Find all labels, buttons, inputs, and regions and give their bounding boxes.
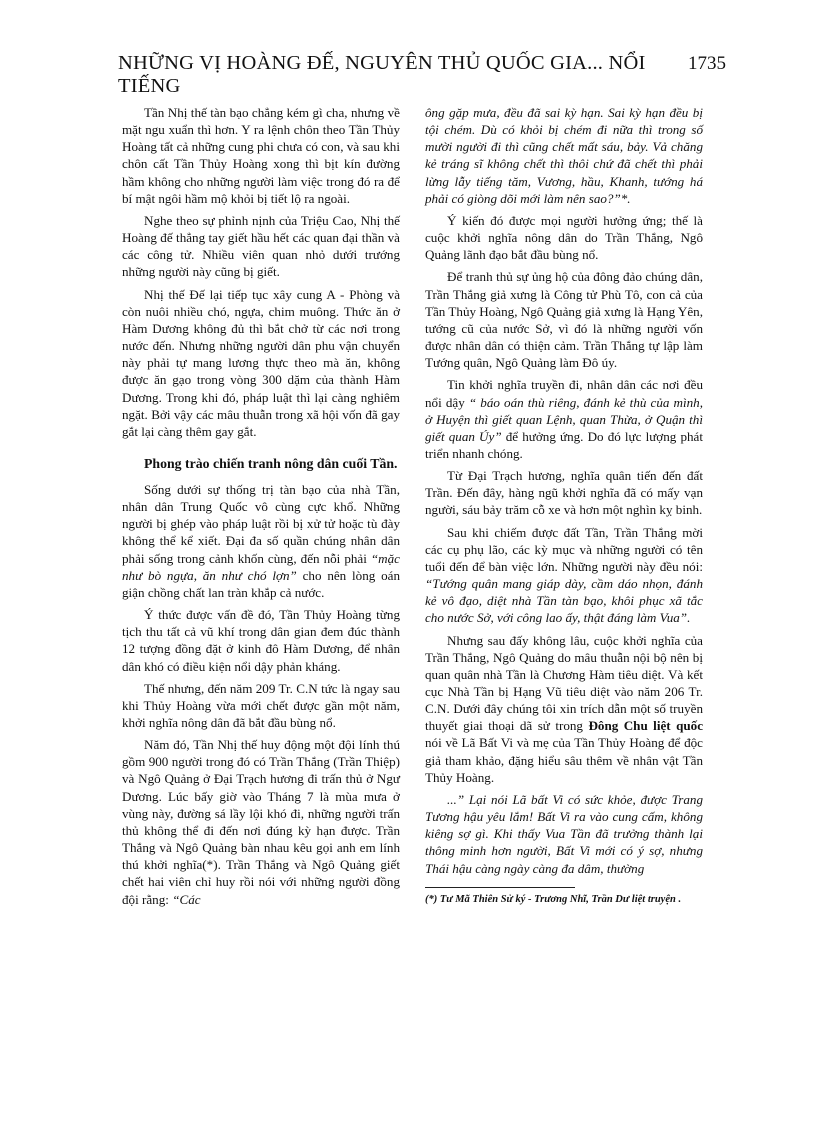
right-column — [425, 104, 703, 907]
footnote-divider — [425, 887, 575, 888]
text-run: Nhưng sau đấy không lâu, cuộc khởi nghĩa của Trần Thắng, Ngô Quảng do mâu thuẫn nội bộ nên bị quan quân nhà Tần là Chương Hàm tiêu diệt. Và kết cục Nhà Tần bị Hạng Vũ tiêu diệt vào năm 206 Tr. C.N. Dưới đây chúng tôi xin trích dẫn một số truyền thuyết giai thoại dã sử trong — [425, 632, 703, 734]
paragraph — [122, 736, 400, 908]
paragraph: Tần Nhị thế tàn bạo chẳng kém gì cha, nhưng về mặt ngu xuẩn thì hơn. Y ra lệnh chôn theo Tần Thủy Hoàng tất cả những cung phi chưa có con, và sau khi chôn cất Tần Thủy Hoàng xong thì bịt kín đường hầm không cho những người làm việc trong đó ra để bí mật ngôi hầm mộ khỏi bị tiết lộ ra ngoài. — [122, 105, 400, 206]
paragraph: Nhị thế Đế lại tiếp tục xây cung A - Phòng và còn nuôi nhiều chó, ngựa, chim muông. Thức ăn ở Hàm Dương không đủ thì bắt chở từ các nơi trong nước đến. Nhưng những người dân phu vận chuyển này phải tự mang lương thực theo mà ăn, không được ăn gạo trong vòng 300 dặm của thành Hàm Dương. Trong khi đó, pháp luật thì lại càng nghiêm ngặt. Bởi vậy các mâu thuẫn trong xã hội vốn đã gay gắt lại càng thêm gay gắt. — [122, 286, 400, 439]
section-heading: Phong trào chiến tranh nông dân cuối Tần. — [144, 455, 398, 471]
text-run: Năm đó, Tần Nhị thế huy động một đội lính thú gồm 900 người trong đó có Trần Thắng (Trần Thiệp) và Ngô Quảng ở Đại Trạch hương đi trấn thủ ở Ngư Dương. Lúc bấy giờ vào Tháng 7 là mùa mưa ở vùng này, đường sá lầy lội khó đi, những người trấn thủ không thể đi đến nơi đúng kỳ hạn được. Trần Thắng và Ngô Quảng bàn nhau kêu gọi anh em lính thú khởi nghĩa(*). Trần Thắng và Ngô Quảng giết chết hai viên chỉ huy rồi nói với những người đồng đội rằng: — [122, 737, 400, 907]
paragraph: Ý kiến đó được mọi người hưởng ứng; thế là cuộc khởi nghĩa nông dân do Trần Thắng, Ngô Quảng lãnh đạo bắt đầu bùng nổ. — [425, 212, 703, 263]
left-column — [122, 104, 400, 913]
page-number: 1735 — [688, 53, 726, 74]
text-run: để hưởng ứng. Do đó lực lượng phát triển nhanh chóng. — [425, 428, 703, 461]
text-run: Sau khi chiếm được đất Tần, Trần Thắng mời các cụ phụ lão, các kỳ mục và những người có tên tuổi đến để bàn việc lớn. Những người này đều nói: — [425, 524, 703, 574]
italic-quote: “Tướng quân mang giáp dày, cầm dáo nhọn, đánh kẻ vô đạo, diệt nhà Tần tàn bạo, khôi phục xã tắc cho nước Sở, với công lao ấy, thật đáng làm Vua”. — [425, 576, 703, 626]
paragraph: Để tranh thủ sự ủng hộ của đông đảo chúng dân, Trần Thắng giả xưng là Công tử Phù Tô, con cả của Tần Thủy Hoàng, Ngô Quảng giả xưng là Hạng Yên, tướng cũ của nước Sở, vì đó là những người vốn được nhân dân có thiện cảm. Trần Thắng tự lập làm Tướng quân, Ngô Quảng làm Đô úy. — [425, 269, 704, 371]
text-run: Tin khởi nghĩa truyền đi, nhân dân các nơi đều nổi dậy — [425, 377, 703, 410]
quote-continuation: ông gặp mưa, đều đã sai kỳ hạn. Sai kỳ hạn đều bị tội chém. Dù có khỏi bị chém đi nữa thì trong số mười người đi thì cũng chết mất sáu, bảy. Vả chăng kẻ tráng sĩ không chết thì thôi chứ đã chết thì phải lừng lẫy tiếng tăm, Vương, hầu, Khanh, tướng há phải có giòng dõi mới làm nên sao?”*. — [425, 105, 703, 206]
italic-quote: “Các — [172, 891, 201, 907]
paragraph: Thế nhưng, đến năm 209 Tr. C.N tức là ngay sau khi Thủy Hoàng vừa mới chết được gần một năm, khởi nghĩa nông dân đã bắt đầu bùng nổ. — [122, 680, 400, 730]
text-run: Sống dưới sự thống trị tàn bạo của nhà Tần, nhân dân Trung Quốc vô cùng cực khổ. Những người bị ghép vào pháp luật rồi bị xử tử hoặc tù đày không thể kể xiết. Đại đa số quần chúng nhân dân phải sống trong cảnh khốn cùng, đến nỗi phải — [122, 481, 400, 566]
running-title: NHỮNG VỊ HOÀNG ĐẾ, NGUYÊN THỦ QUỐC GIA... NỔI TIẾNG — [118, 52, 646, 97]
paragraph: Từ Đại Trạch hương, nghĩa quân tiến đến đất Trần. Đến đây, hàng ngũ khởi nghĩa đã có mấy vạn người, sáu bảy trăm cỗ xe và hơn một nghìn kỵ binh. — [425, 468, 703, 518]
text-run: nói về Lã Bất Vi và mẹ của Tần Thủy Hoàng để độc giả tham khảo, đặng hiểu sâu thêm về nhân vật Tần Thủy Hoàng. — [425, 735, 703, 785]
text-run: cho nên lòng oán giận chồng chất lan tràn khắp cả nước. — [122, 567, 400, 600]
paragraph: Ý thức được vấn đề đó, Tần Thủy Hoàng từng tịch thu tất cả vũ khí trong dân gian đem đúc thành 12 tượng đồng đặt ở kinh đô Hàm Dương, để nhân dân khó có điều kiện nổi dậy phản kháng. — [122, 607, 400, 674]
paragraph — [425, 376, 703, 462]
running-header — [118, 52, 726, 97]
book-title: Đông Chu liệt quốc — [588, 718, 704, 734]
paragraph — [425, 632, 703, 786]
italic-quote: “ báo oán thù riêng, đánh kẻ thù của mình, ở Huyện thì giết quan Lệnh, quan Thừa, ở Quận thì giết quan Úy” — [425, 394, 704, 444]
footnote: (*) Tư Mã Thiên Sử ký - Trương Nhĩ, Trần Dư liệt truyện . — [425, 893, 682, 905]
quoted-excerpt: ...” Lại nói Lã bất Vi có sức khỏe, được Trang Tương hậu yêu lắm! Bất Vi ra vào cung cấm, không kiêng sợ gì. Khi thấy Vua Tần đã trưởng thành lại thông minh hơn người, Bất Vi mới có ý sợ, nhưng Thái hậu càng ngày càng đa dâm, thường — [425, 791, 703, 876]
paragraph — [122, 481, 400, 601]
italic-quote: “mặc như bò ngựa, ăn như chó lợn” — [122, 550, 400, 583]
paragraph: Nghe theo sự phỉnh nịnh của Triệu Cao, Nhị thế Hoàng đế thẳng tay giết hầu hết các quan đại thần và các công tử. Nhiều viên quan nhỏ dưới trướng những người này cũng bị giết. — [122, 212, 400, 280]
paragraph — [425, 524, 703, 627]
